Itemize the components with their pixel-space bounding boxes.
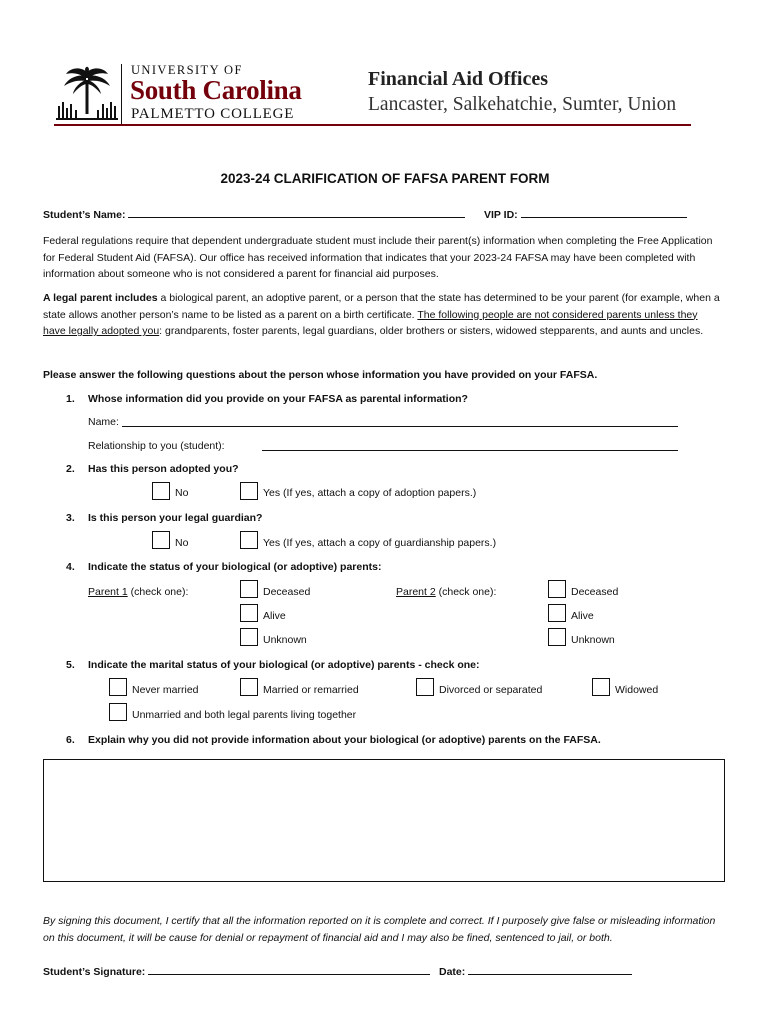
campus-list: Lancaster, Salkehatchie, Sumter, Union	[368, 94, 677, 115]
divorced-checkbox[interactable]	[416, 678, 434, 696]
q6-text: Explain why you did not provide information about your biological (or adoptive) parents on the FAFSA.	[88, 734, 601, 746]
never-married-label: Never married	[132, 684, 199, 696]
legal-parent-lead: A legal parent includes	[43, 292, 158, 304]
parent1-check-one: (check one):	[127, 586, 189, 598]
q2-yes-label: Yes (If yes, attach a copy of adoption papers.)	[263, 487, 477, 499]
widowed-label: Widowed	[615, 684, 659, 696]
q1-relationship-field[interactable]	[262, 439, 678, 451]
vip-id-field[interactable]	[521, 206, 687, 218]
parent1-alive-checkbox[interactable]	[240, 604, 258, 622]
q2-number: 2.	[66, 463, 75, 475]
parent1-alive-label: Alive	[263, 610, 286, 622]
parent2-label: Parent 2	[396, 586, 436, 598]
date-label: Date	[439, 966, 462, 978]
q1-number: 1.	[66, 393, 75, 405]
q2-text: Has this person adopted you?	[88, 463, 239, 475]
date-field[interactable]	[468, 963, 632, 975]
q4-number: 4.	[66, 561, 75, 573]
parent2-check-one: (check one):	[435, 586, 497, 598]
parent2-alive-label: Alive	[571, 610, 594, 622]
legal-parent-exclusion: The following people are not considered parents unless they have legally adopted you	[43, 308, 698, 337]
widowed-checkbox[interactable]	[592, 678, 610, 696]
instructions: Please answer the following questions about the person whose information you have provided on your FAFSA.	[43, 369, 598, 381]
parent2-unknown-label: Unknown	[571, 634, 615, 646]
student-name-row: Student’s Name:	[43, 206, 465, 224]
signature-field[interactable]	[148, 963, 430, 975]
signature-label: Student’s Signature	[43, 966, 142, 978]
vip-id-label: VIP ID	[484, 209, 515, 221]
q1-name-label: Name:	[88, 416, 119, 428]
parent2-deceased-label: Deceased	[571, 586, 619, 598]
legal-parent-paragraph	[43, 290, 723, 340]
logo-divider	[121, 64, 122, 124]
q4-text: Indicate the status of your biological (or adoptive) parents:	[88, 561, 382, 573]
parent1-deceased-checkbox[interactable]	[240, 580, 258, 598]
student-name-field[interactable]	[128, 206, 465, 218]
q3-yes-label: Yes (If yes, attach a copy of guardianship papers.)	[263, 537, 497, 549]
q3-text: Is this person your legal guardian?	[88, 512, 263, 524]
certification-statement: By signing this document, I certify that all the information reported on it is complete and correct. If I purposely give false or misleading information on this document, it will be cause for denial or repayment of financial aid and I may also be fined, sentenced to jail, or both.	[43, 915, 716, 944]
palmetto-tree-logo	[56, 66, 118, 124]
q1-text: Whose information did you provide on your FAFSA as parental information?	[88, 393, 468, 405]
married-checkbox[interactable]	[240, 678, 258, 696]
q1-relationship-label: Relationship to you (student):	[88, 440, 225, 452]
parent1-unknown-label: Unknown	[263, 634, 307, 646]
unmarried-together-checkbox[interactable]	[109, 703, 127, 721]
logo-text-university: UNIVERSITY OF	[131, 63, 243, 77]
parent1-unknown-checkbox[interactable]	[240, 628, 258, 646]
intro-paragraph: Federal regulations require that dependent undergraduate student must include their parent(s) information when completing the Free Application for Federal Student Aid (FAFSA). Our office has received information that indicates that your 2023-24 FAFSA may have been completed with information about someone who is not considered a parent for financial aid purposes.	[43, 235, 713, 280]
parent2-unknown-checkbox[interactable]	[548, 628, 566, 646]
vip-id-row: VIP ID:	[484, 206, 687, 224]
parent2-alive-checkbox[interactable]	[548, 604, 566, 622]
parent1-label: Parent 1	[88, 586, 128, 598]
q3-no-checkbox[interactable]	[152, 531, 170, 549]
logo-text-south-carolina: South Carolina	[130, 75, 302, 105]
parent2-deceased-checkbox[interactable]	[548, 580, 566, 598]
legal-parent-text: a biological parent, an adoptive parent, or a person that the state has determined to be your parent (for example, when a state allows another person’s name to be listed as a parent on a birth certificate.	[43, 292, 720, 321]
office-title: Financial Aid Offices	[368, 68, 548, 90]
q2-no-label: No	[175, 487, 189, 499]
header-rule	[54, 124, 691, 126]
date-row: Date:	[439, 963, 632, 981]
q6-explanation-box[interactable]	[43, 759, 725, 882]
q5-number: 5.	[66, 659, 75, 671]
signature-row: Student’s Signature:	[43, 963, 430, 981]
q3-no-label: No	[175, 537, 189, 549]
parent2-heading	[396, 584, 496, 601]
legal-parent-list: : grandparents, foster parents, legal guardians, older brothers or sisters, widowed stepparents, and aunts and uncles.	[159, 325, 704, 337]
logo-text-palmetto-college: PALMETTO COLLEGE	[131, 106, 295, 122]
unmarried-together-label: Unmarried and both legal parents living together	[132, 709, 357, 721]
married-label: Married or remarried	[263, 684, 359, 696]
q2-yes-checkbox[interactable]	[240, 482, 258, 500]
parent1-deceased-label: Deceased	[263, 586, 311, 598]
q6-number: 6.	[66, 734, 75, 746]
parent1-heading	[88, 584, 188, 601]
student-name-label: Student’s Name	[43, 209, 122, 221]
never-married-checkbox[interactable]	[109, 678, 127, 696]
q3-number: 3.	[66, 512, 75, 524]
q1-name-field[interactable]	[122, 415, 678, 427]
form-title: 2023-24 CLARIFICATION OF FAFSA PARENT FORM	[220, 171, 550, 186]
q3-yes-checkbox[interactable]	[240, 531, 258, 549]
divorced-label: Divorced or separated	[439, 684, 543, 696]
q5-text: Indicate the marital status of your biological (or adoptive) parents - check one:	[88, 659, 480, 671]
q2-no-checkbox[interactable]	[152, 482, 170, 500]
